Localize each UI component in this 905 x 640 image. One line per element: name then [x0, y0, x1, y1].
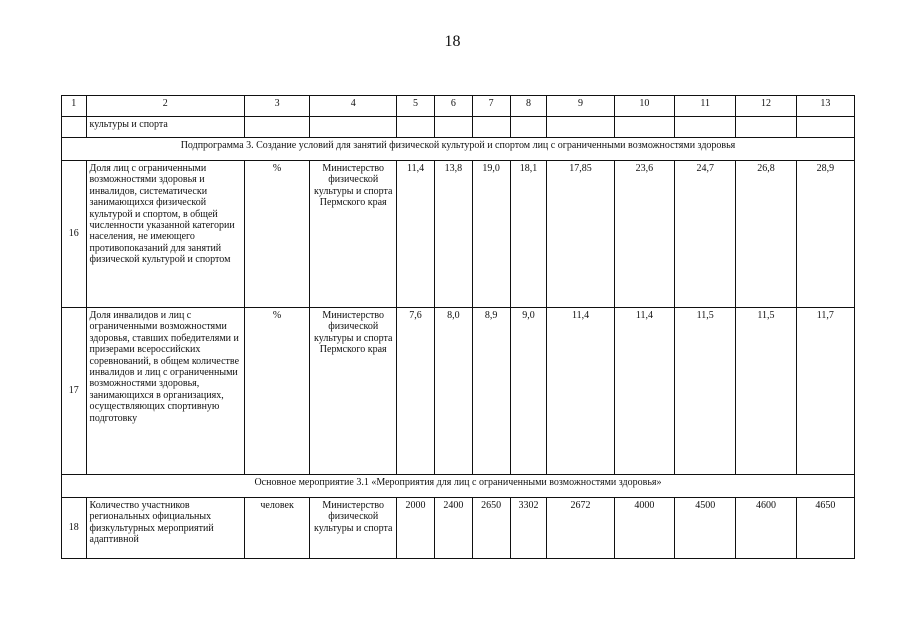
- column-header: 10: [614, 96, 674, 117]
- responsible: Министерство физической культуры и спорта: [310, 498, 397, 559]
- row-number: 18: [62, 498, 87, 559]
- indicator-name: Доля лиц с ограниченными возможностями здоровья и инвалидов, систематически занимающихся физической культурой и спортом, в общей численности указанной категории населения, не имеющего противопоказаний для занятий физической культурой и спортом: [86, 161, 244, 308]
- indicator-name: Доля инвалидов и лиц с ограниченными возможностями здоровья, ставших победителями и призерами всероссийских соревнований, в общем количестве инвалидов и лиц с ограниченными возможностями здоровья, занимающихся в организациях, осуществляющих спортивную подготовку: [86, 308, 244, 475]
- header-row: [62, 96, 855, 117]
- column-header: 2: [86, 96, 244, 117]
- value-cell: 11,7: [796, 308, 854, 475]
- value-cell: 24,7: [675, 161, 736, 308]
- value-cell: 2672: [547, 498, 614, 559]
- column-header: 5: [397, 96, 435, 117]
- indicator-name: Количество участников региональных официальных физкультурных мероприятий адаптивной: [86, 498, 244, 559]
- value-cell: 4500: [675, 498, 736, 559]
- column-header: 4: [310, 96, 397, 117]
- value-cell: 18,1: [510, 161, 547, 308]
- subprogram-row: [62, 138, 855, 161]
- unit: человек: [244, 498, 309, 559]
- responsible: Министерство физической культуры и спорта Пермского края: [310, 308, 397, 475]
- column-header: 9: [547, 96, 614, 117]
- value-cell: 2650: [472, 498, 510, 559]
- page-number: 18: [444, 33, 461, 50]
- row-number: 16: [62, 161, 87, 308]
- value-cell: 11,4: [614, 308, 674, 475]
- indicators-table: [61, 95, 855, 559]
- table-row: [62, 161, 855, 308]
- column-header: 8: [510, 96, 547, 117]
- column-header: 12: [736, 96, 796, 117]
- column-header: 6: [434, 96, 472, 117]
- table-row: [62, 498, 855, 559]
- value-cell: 7,6: [397, 308, 435, 475]
- indicator-name: культуры и спорта: [86, 117, 244, 138]
- table-row-continued: [62, 117, 855, 138]
- value-cell: 9,0: [510, 308, 547, 475]
- value-cell: 26,8: [736, 161, 796, 308]
- value-cell: 2000: [397, 498, 435, 559]
- unit: %: [244, 161, 309, 308]
- column-header: 3: [244, 96, 309, 117]
- column-header: 7: [472, 96, 510, 117]
- table-row: [62, 308, 855, 475]
- value-cell: 2400: [434, 498, 472, 559]
- activity-row: [62, 475, 855, 498]
- activity-title: Основное мероприятие 3.1 «Мероприятия для лиц с ограниченными возможностями здоровья»: [62, 475, 855, 498]
- value-cell: 8,9: [472, 308, 510, 475]
- value-cell: 11,4: [397, 161, 435, 308]
- value-cell: 28,9: [796, 161, 854, 308]
- value-cell: 8,0: [434, 308, 472, 475]
- value-cell: 11,5: [675, 308, 736, 475]
- column-header: 13: [796, 96, 854, 117]
- value-cell: 11,5: [736, 308, 796, 475]
- value-cell: 17,85: [547, 161, 614, 308]
- column-header: 11: [675, 96, 736, 117]
- value-cell: 3302: [510, 498, 547, 559]
- value-cell: 19,0: [472, 161, 510, 308]
- row-number: 17: [62, 308, 87, 475]
- value-cell: 13,8: [434, 161, 472, 308]
- unit: %: [244, 308, 309, 475]
- value-cell: 4600: [736, 498, 796, 559]
- column-header: 1: [62, 96, 87, 117]
- responsible: Министерство физической культуры и спорта Пермского края: [310, 161, 397, 308]
- value-cell: 4650: [796, 498, 854, 559]
- value-cell: 11,4: [547, 308, 614, 475]
- subprogram-title: Подпрограмма 3. Создание условий для занятий физической культурой и спортом лиц с ограниченными возможностями здоровья: [62, 138, 855, 161]
- value-cell: 4000: [614, 498, 674, 559]
- value-cell: 23,6: [614, 161, 674, 308]
